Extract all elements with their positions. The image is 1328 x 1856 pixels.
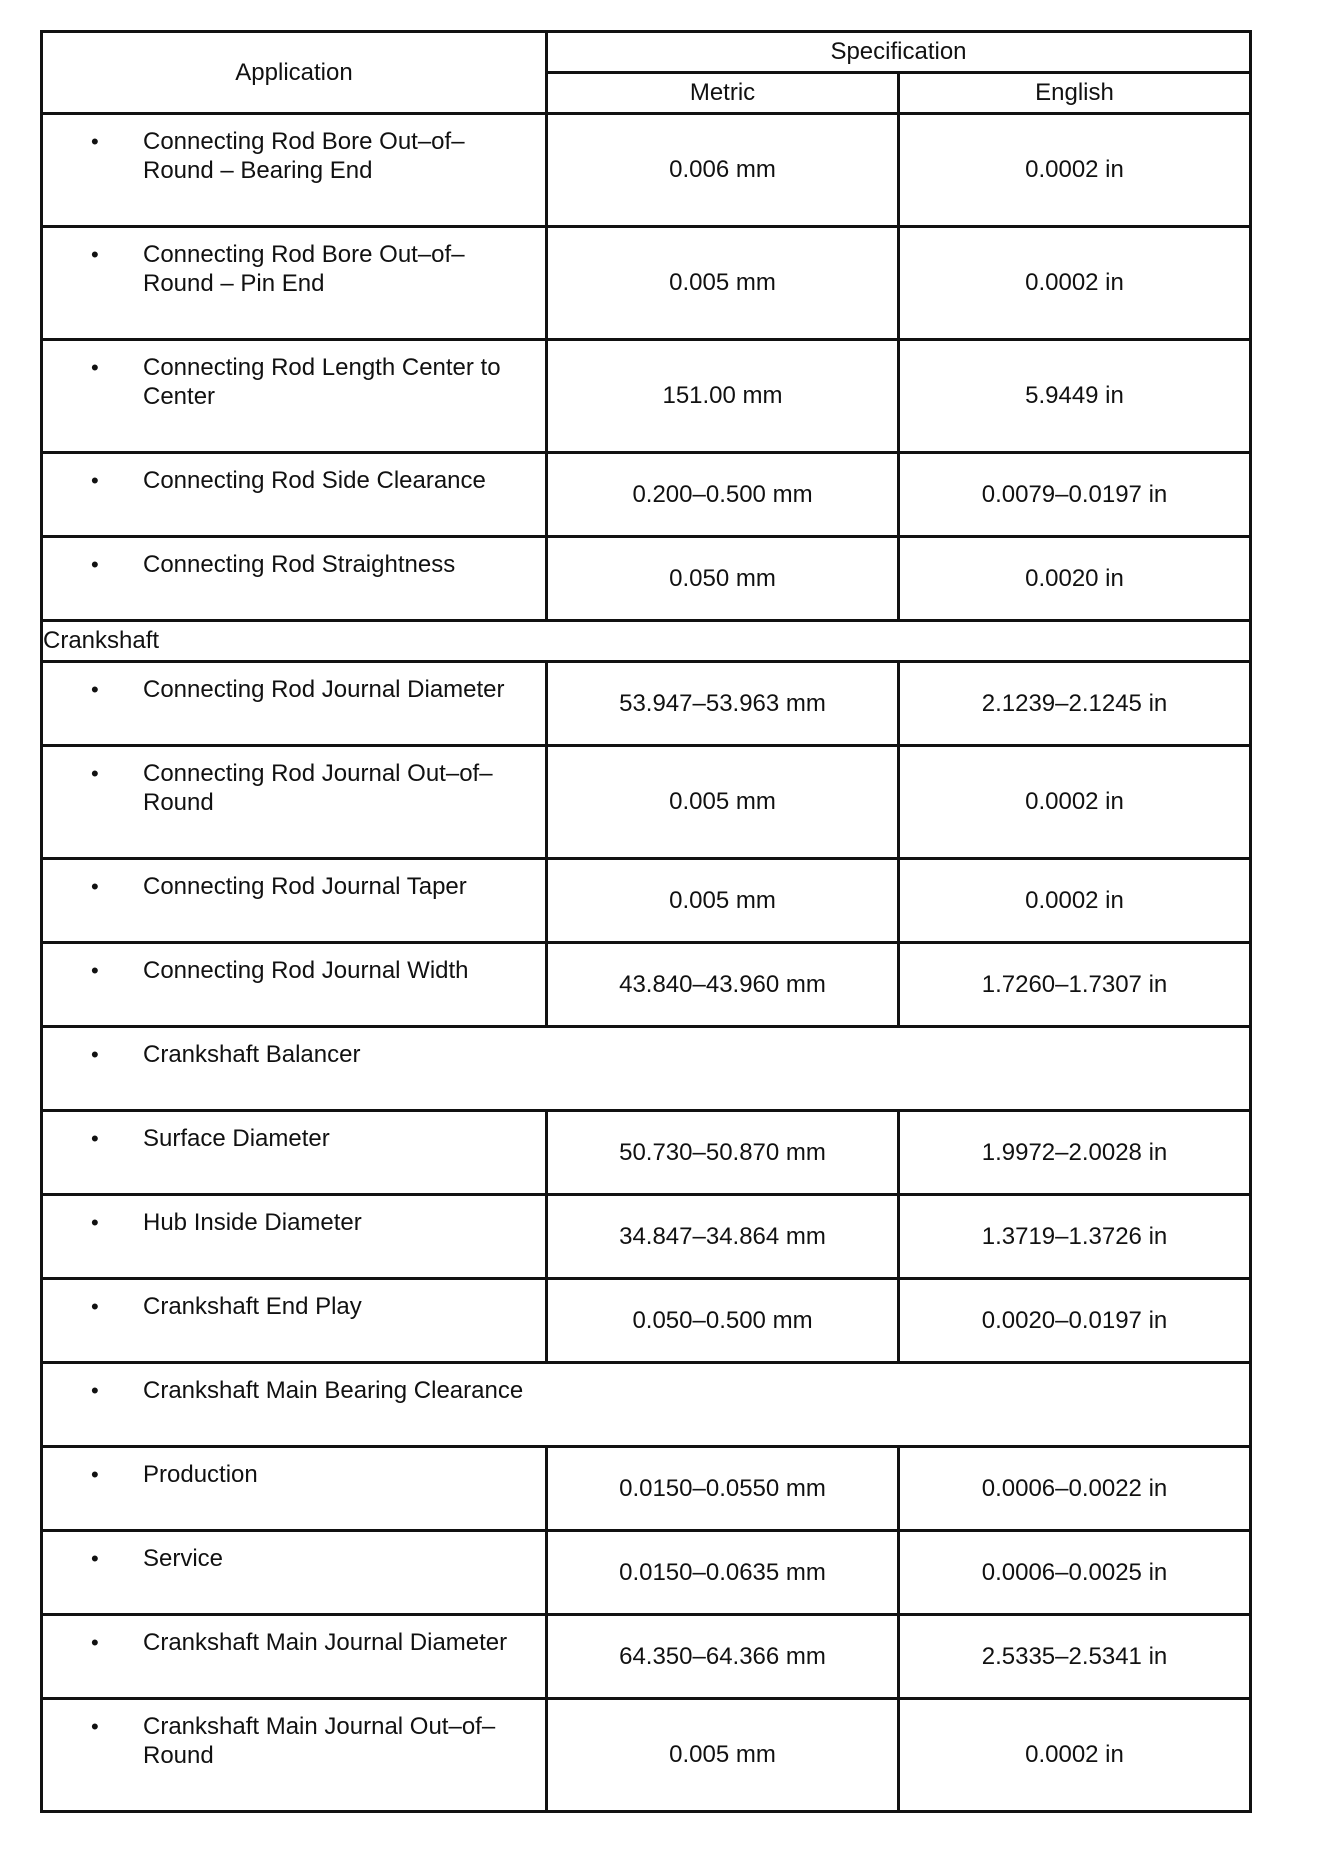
table-row [42,1111,1251,1195]
english-value: 1.7260–1.7307 in [899,943,1251,1027]
english-value: 2.5335–2.5341 in [899,1615,1251,1699]
application-label: Service [143,1545,224,1572]
bullet-icon: • [91,552,99,577]
metric-value: 0.050 mm [547,537,899,621]
table-row [42,1615,1251,1699]
application-cell [42,1111,547,1195]
application-cell [42,859,547,943]
bullet-icon: • [91,129,99,154]
application-cell [42,227,547,340]
english-value: 0.0006–0.0025 in [899,1531,1251,1615]
application-cell [42,1027,1251,1111]
section-title: Crankshaft [42,621,1251,662]
application-cell [42,943,547,1027]
application-cell [42,1363,1251,1447]
metric-value: 43.840–43.960 mm [547,943,899,1027]
metric-value: 0.0150–0.0550 mm [547,1447,899,1531]
table-row [42,537,1251,621]
english-value: 2.1239–2.1245 in [899,662,1251,746]
table-row [42,1027,1251,1111]
application-label: Connecting Rod Journal Out–of– Round [143,760,493,816]
bullet-icon: • [91,958,99,983]
bullet-icon: • [91,1210,99,1235]
metric-value: 0.005 mm [547,227,899,340]
bullet-icon: • [91,468,99,493]
application-label: Crankshaft End Play [143,1293,362,1320]
bullet-icon: • [91,1714,99,1739]
bullet-icon: • [91,677,99,702]
table-row [42,746,1251,859]
bullet-icon: • [91,874,99,899]
application-label: Connecting Rod Side Clearance [143,467,486,494]
english-value: 0.0002 in [899,746,1251,859]
english-value: 0.0006–0.0022 in [899,1447,1251,1531]
application-header: Application [42,32,547,114]
english-value: 0.0002 in [899,859,1251,943]
specification-table [40,30,1252,1813]
bullet-icon: • [91,1042,99,1067]
table-row [42,1699,1251,1812]
table-row [42,1531,1251,1615]
application-label: Hub Inside Diameter [143,1209,362,1236]
application-cell [42,1615,547,1699]
metric-value: 0.0150–0.0635 mm [547,1531,899,1615]
english-value: 0.0002 in [899,1699,1251,1812]
metric-header: Metric [547,73,899,114]
table-row [42,1447,1251,1531]
english-value: 0.0020–0.0197 in [899,1279,1251,1363]
bullet-icon: • [91,242,99,267]
table-row [42,859,1251,943]
application-label: Crankshaft Main Journal Out–of– Round [143,1713,496,1769]
application-label: Connecting Rod Length Center to Center [143,354,501,410]
english-value: 5.9449 in [899,340,1251,453]
application-label: Surface Diameter [143,1125,330,1152]
metric-value: 151.00 mm [547,340,899,453]
bullet-icon: • [91,1378,99,1403]
metric-value: 0.006 mm [547,114,899,227]
application-label: Connecting Rod Bore Out–of– Round – Bearing End [143,128,465,184]
metric-value: 53.947–53.963 mm [547,662,899,746]
metric-value: 0.050–0.500 mm [547,1279,899,1363]
bullet-icon: • [91,1126,99,1151]
application-cell [42,537,547,621]
metric-value: 0.005 mm [547,746,899,859]
table-row [42,1363,1251,1447]
application-cell [42,1531,547,1615]
table-row [42,453,1251,537]
english-value: 1.3719–1.3726 in [899,1195,1251,1279]
table-row [42,340,1251,453]
application-label: Connecting Rod Bore Out–of– Round – Pin End [143,241,465,297]
metric-value: 0.005 mm [547,1699,899,1812]
table-row [42,114,1251,227]
table-row [42,662,1251,746]
application-cell [42,746,547,859]
english-value: 1.9972–2.0028 in [899,1111,1251,1195]
metric-value: 34.847–34.864 mm [547,1195,899,1279]
application-label: Crankshaft Main Journal Diameter [143,1629,508,1656]
metric-value: 50.730–50.870 mm [547,1111,899,1195]
table-row [42,943,1251,1027]
metric-value: 0.005 mm [547,859,899,943]
application-cell [42,114,547,227]
bullet-icon: • [91,761,99,786]
application-cell [42,1279,547,1363]
table-row [42,1279,1251,1363]
metric-value: 0.200–0.500 mm [547,453,899,537]
application-cell [42,1447,547,1531]
application-label: Connecting Rod Journal Width [143,957,469,984]
table-row [42,1195,1251,1279]
application-label: Connecting Rod Straightness [143,551,456,578]
english-value: 0.0079–0.0197 in [899,453,1251,537]
bullet-icon: • [91,1546,99,1571]
section-row [42,621,1251,662]
application-label: Crankshaft Balancer [143,1041,361,1068]
english-value: 0.0002 in [899,227,1251,340]
application-label: Connecting Rod Journal Diameter [143,676,505,703]
application-cell [42,453,547,537]
metric-value: 64.350–64.366 mm [547,1615,899,1699]
bullet-icon: • [91,1630,99,1655]
bullet-icon: • [91,1462,99,1487]
application-cell [42,1195,547,1279]
application-cell [42,340,547,453]
application-cell [42,1699,547,1812]
application-label: Production [143,1461,258,1488]
bullet-icon: • [91,355,99,380]
english-value: 0.0002 in [899,114,1251,227]
bullet-icon: • [91,1294,99,1319]
table-row [42,227,1251,340]
application-label: Crankshaft Main Bearing Clearance [143,1377,524,1404]
english-header: English [899,73,1251,114]
english-value: 0.0020 in [899,537,1251,621]
application-label: Connecting Rod Journal Taper [143,873,467,900]
application-cell [42,662,547,746]
table-body [42,114,1251,1812]
specification-header: Specification [547,32,1251,73]
